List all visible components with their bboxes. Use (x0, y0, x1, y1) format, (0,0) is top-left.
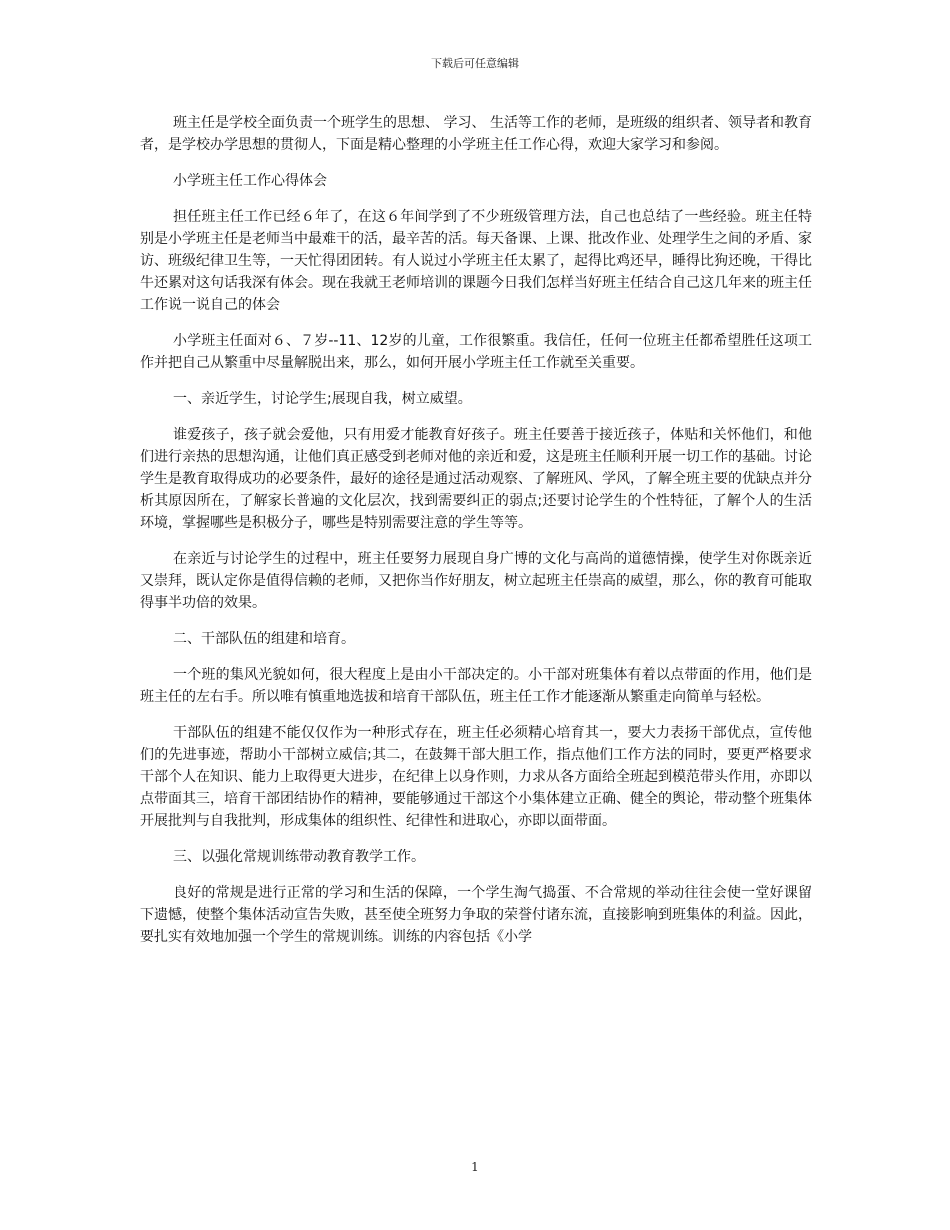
page-header: 下载后可任意编辑 (431, 57, 519, 70)
paragraph-1: 担任班主任工作已经６年了，在这６年间学到了不少班级管理方法，自己也总结了一些经验。班主任特别是小学班主任是老师当中最难干的活，最辛苦的活。每天备课、上课、批改作业、处理学生之间的矛盾、家访、班级纪律卫生等，一天忙得团团转。有人说过小学班主任太累了，起得比鸡还早，睡得比狗还晚，干得比牛还累对这句话我深有体会。现在我就王老师培训的课题今日我们怎样当好班主任结合自己这几年来的班主任工作说一说自己的体会 (140, 209, 812, 313)
intro-paragraph: 班主任是学校全面负责一个班学生的思想、 学习、 生活等工作的老师，是班级的组织者、领导者和教育者，是学校办学思想的贯彻人，下面是精心整理的小学班主任工作心得，欢迎大家学习和参阅。 (140, 115, 812, 153)
paragraph-3: 谁爱孩子，孩子就会爱他，只有用爱才能教育好孩子。班主任要善于接近孩子，体贴和关怀他们，和他们进行亲热的思想沟通，让他们真正感受到老师对他的亲近和爱，这是班主任顺利开展一切工作的基础。讨论学生是教育取得成功的必要条件，最好的途径是通过活动观察、了解班风、学风，了解全班主要的优缺点并分析其原因所在，了解家长普遍的文化层次，找到需要纠正的弱点;还要讨论学生的个性特征，了解个人的生活环境，掌握哪些是积极分子，哪些是特别需要注意的学生等等。 (140, 427, 812, 531)
page-number: 1 (471, 1160, 479, 1174)
paragraph-2: 小学班主任面对６、７岁--11、12岁的儿童，工作很繁重。我信任，任何一位班主任都希望胜任这项工作并把自己从繁重中尽量解脱出来，那么，如何开展小学班主任工作就至关重要。 (140, 333, 812, 371)
paragraph-7: 良好的常规是进行正常的学习和生活的保障，一个学生淘气捣蛋、不合常规的举动往往会使一堂好课留下遗憾，使整个集体活动宣告失败，甚至使全班努力争取的荣誉付诸东流，直接影响到班集体的利益。因此，要扎实有效地加强一个学生的常规训练。训练的内容包括《小学 (140, 885, 812, 945)
section-heading-2: 二、干部队伍的组建和培育。 (173, 631, 355, 647)
paragraph-6: 干部队伍的组建不能仅仅作为一种形式存在，班主任必须精心培育其一，要大力表扬干部优点，宣传他们的先进事迹，帮助小干部树立威信;其二，在鼓舞干部大胆工作，指点他们工作方法的同时，要更严格要求干部个人在知识、能力上取得更大进步，在纪律上以身作则，力求从各方面给全班起到模范带头作用，亦即以点带面其三，培育干部团结协作的精神，要能够通过干部这个小集体建立正确、健全的舆论，带动整个班集体开展批判与自我批判，形成集体的组织性、纪律性和进取心，亦即以面带面。 (140, 725, 812, 829)
paragraph-4: 在亲近与讨论学生的过程中，班主任要努力展现自身广博的文化与高尚的道德情操，使学生对你既亲近又崇拜，既认定你是值得信赖的老师，又把你当作好朋友，树立起班主任崇高的威望，那么，你的教育可能取得事半功倍的效果。 (140, 551, 812, 611)
document-title: 小学班主任工作心得体会 (173, 173, 327, 189)
paragraph-5: 一个班的集风光貌如何，很大程度上是由小干部决定的。小干部对班集体有着以点带面的作用，他们是班主任的左右手。所以唯有慎重地选拔和培育干部队伍，班主任工作才能逐渐从繁重走向简单与轻松。 (140, 667, 812, 705)
document-body (140, 112, 812, 962)
section-heading-3: 三、以强化常规训练带动教育教学工作。 (173, 849, 425, 865)
section-heading-1: 一、亲近学生，讨论学生;展现自我，树立威望。 (173, 391, 472, 407)
